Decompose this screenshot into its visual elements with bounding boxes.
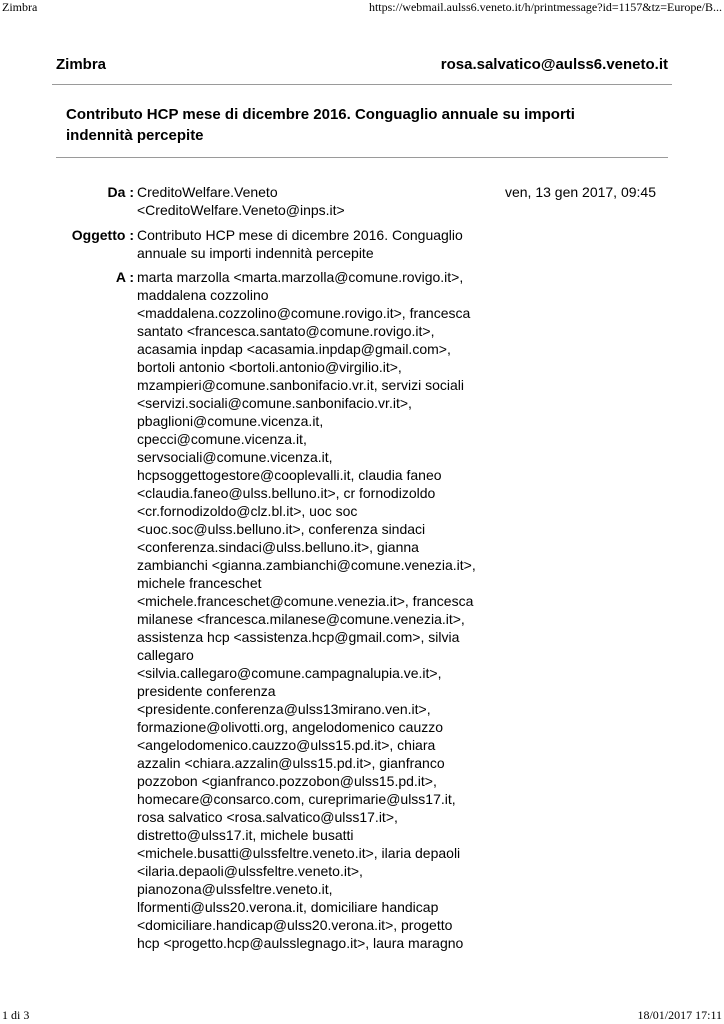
- brand-row: [56, 56, 668, 78]
- recipient-line: <conferenza.sindaci@ulss.belluno.it>, gianna: [137, 539, 419, 555]
- recipients-list: [137, 268, 476, 952]
- message-date: ven, 13 gen 2017, 09:45: [504, 184, 656, 200]
- recipient-line: pozzobon <gianfranco.pozzobon@ulss15.pd.it>,: [137, 773, 437, 789]
- recipient-line: homecare@consarco.com, cureprimarie@ulss17.it,: [137, 791, 456, 807]
- recipient-line: zambianchi <gianna.zambianchi@comune.venezia.it>,: [137, 557, 476, 573]
- recipient-line: pbaglioni@comune.vicenza.it,: [137, 413, 324, 429]
- from-value: [137, 183, 345, 219]
- recipient-line: <maddalena.cozzolino@comune.rovigo.it>, francesca: [137, 305, 471, 321]
- to-label: A :: [115, 269, 134, 285]
- recipient-line: azzalin <chiara.azzalin@ulss15.pd.it>, gianfranco: [137, 755, 445, 771]
- recipient-line: bortoli antonio <bortoli.antonio@virgilio.it>,: [137, 359, 402, 375]
- from-email: <CreditoWelfare.Veneto@inps.it>: [137, 202, 345, 218]
- recipient-line: hcp <progetto.hcp@aulsslegnago.it>, laura maragno: [137, 935, 464, 951]
- recipient-line: milanese <francesca.milanese@comune.venezia.it>,: [137, 611, 465, 627]
- from-label: Da :: [107, 184, 134, 200]
- recipient-line: <cr.fornodizoldo@clz.bl.it>, uoc soc: [137, 503, 358, 519]
- recipient-line: formazione@olivotti.org, angelodomenico cauzzo: [137, 719, 444, 735]
- recipient-line: <angelodomenico.cauzzo@ulss15.pd.it>, chiara: [137, 737, 436, 753]
- recipient-line: <ilaria.depaoli@ulssfeltre.veneto.it>,: [137, 863, 363, 879]
- print-footer: [0, 1008, 724, 1024]
- recipient-line: <servizi.sociali@comune.sanbonifacio.vr.it>,: [137, 395, 412, 411]
- recipient-line: <claudia.faneo@ulss.belluno.it>, cr fornodizoldo: [137, 485, 436, 501]
- print-header: [0, 0, 724, 16]
- account-email: rosa.salvatico@aulss6.veneto.it: [440, 56, 668, 73]
- recipient-line: michele franceschet: [137, 575, 262, 591]
- recipient-line: <silvia.callegaro@comune.campagnalupia.ve.it>,: [137, 665, 442, 681]
- recipient-line: pianozona@ulssfeltre.veneto.it,: [137, 881, 333, 897]
- recipient-line: <michele.busatti@ulssfeltre.veneto.it>, ilaria depaoli: [137, 845, 461, 861]
- recipient-line: mzampieri@comune.sanbonifacio.vr.it, servizi sociali: [137, 377, 464, 393]
- recipient-line: acasamia inpdap <acasamia.inpdap@gmail.com>,: [137, 341, 451, 357]
- print-timestamp: 18/01/2017 17:11: [637, 1008, 722, 1022]
- message-subject-title: [66, 104, 646, 146]
- print-header-app: Zimbra: [2, 0, 38, 14]
- header-divider: [52, 84, 672, 85]
- subject-line: Contributo HCP mese di dicembre 2016. Conguaglio: [137, 227, 463, 243]
- print-header-url: https://webmail.aulss6.veneto.it/h/printmessage?id=1157&tz=Europe/B...: [368, 0, 722, 14]
- subject-label: Oggetto :: [71, 227, 134, 243]
- recipient-line: maddalena cozzolino: [137, 287, 269, 303]
- subject-title-line: Contributo HCP mese di dicembre 2016. Conguaglio annuale su importi: [66, 106, 575, 123]
- subject-line: annuale su importi indennità percepite: [137, 245, 374, 261]
- recipient-line: presidente conferenza: [137, 683, 276, 699]
- from-name: CreditoWelfare.Veneto: [137, 184, 278, 200]
- recipient-line: callegaro: [137, 647, 194, 663]
- subject-title-line: indennità percepite: [66, 127, 204, 144]
- subject-value: [137, 226, 463, 262]
- recipient-line: <michele.franceschet@comune.venezia.it>, francesca: [137, 593, 474, 609]
- recipient-line: servsociali@comune.vicenza.it,: [137, 449, 333, 465]
- recipient-line: cpecci@comune.vicenza.it,: [137, 431, 307, 447]
- recipient-line: <uoc.soc@ulss.belluno.it>, conferenza sindaci: [137, 521, 426, 537]
- brand-name: Zimbra: [56, 56, 107, 73]
- recipient-line: santato <francesca.santato@comune.rovigo.it>,: [137, 323, 435, 339]
- recipient-line: lformenti@ulss20.verona.it, domiciliare handicap: [137, 899, 439, 915]
- subject-divider: [56, 157, 668, 158]
- recipient-line: hcpsoggettogestore@cooplevalli.it, claudia faneo: [137, 467, 442, 483]
- recipient-line: marta marzolla <marta.marzolla@comune.rovigo.it>,: [137, 269, 464, 285]
- recipient-line: rosa salvatico <rosa.salvatico@ulss17.it>,: [137, 809, 398, 825]
- recipient-line: <presidente.conferenza@ulss13mirano.ven.it>,: [137, 701, 431, 717]
- page-number: 1 di 3: [2, 1008, 30, 1022]
- recipient-line: <domiciliare.handicap@ulss20.verona.it>, progetto: [137, 917, 453, 933]
- recipient-line: distretto@ulss17.it, michele busatti: [137, 827, 354, 843]
- recipient-line: assistenza hcp <assistenza.hcp@gmail.com>, silvia: [137, 629, 460, 645]
